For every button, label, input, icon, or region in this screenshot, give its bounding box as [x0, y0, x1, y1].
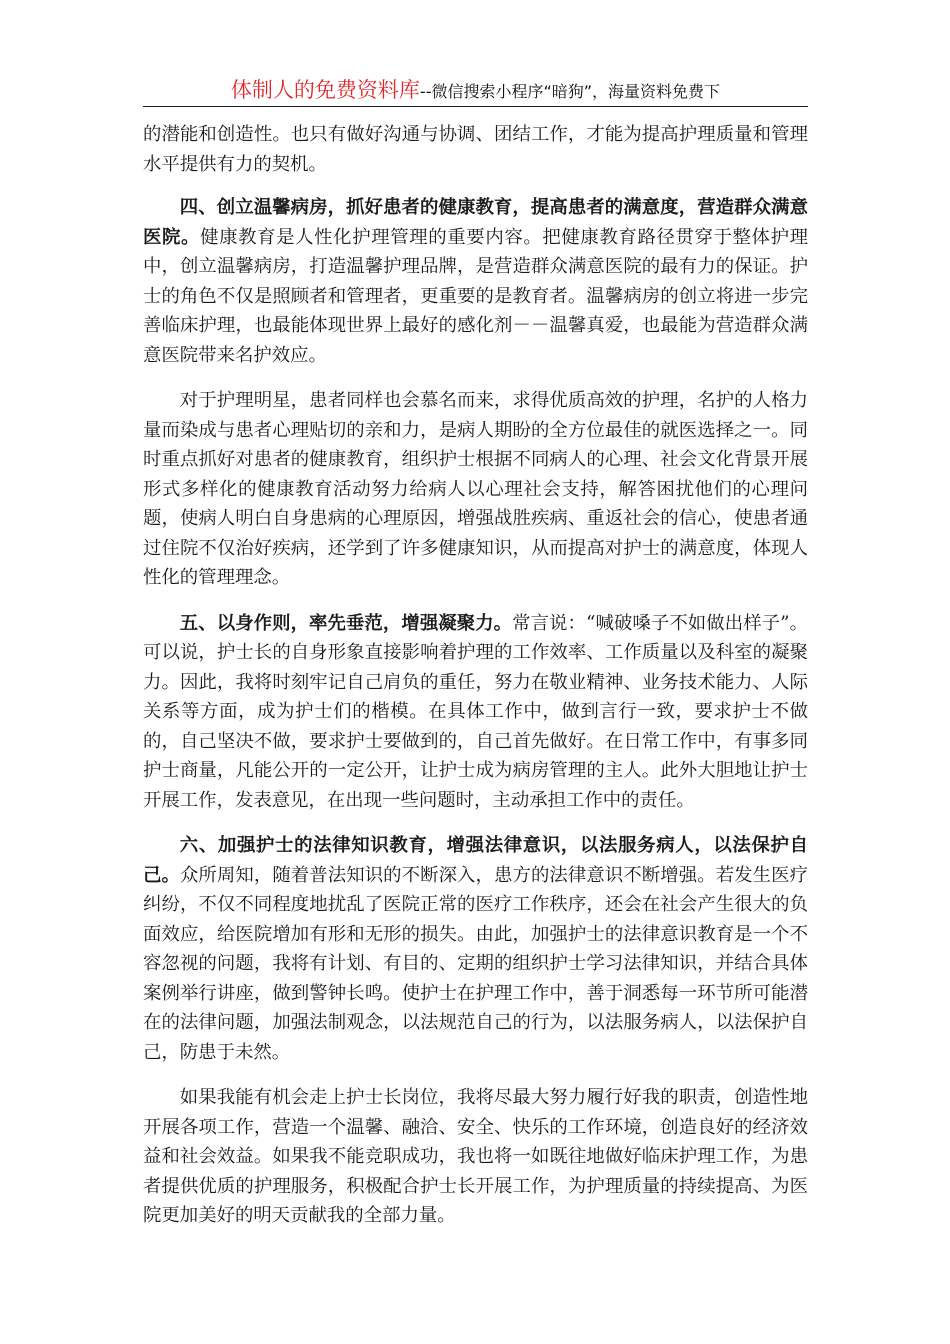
header-brand-title: 体制人的免费资料库	[230, 78, 420, 102]
paragraph-conclusion	[143, 1083, 808, 1231]
paragraph-section-six	[143, 831, 808, 1067]
paragraph-section-four	[143, 193, 808, 370]
section-six-heading: 六、加强护士的法律知识教育，增强法律意识，以法服务病人，以法保护自己。	[143, 835, 808, 886]
section-four-heading: 四、创立温馨病房，抓好患者的健康教育，提高患者的满意度，营造群众满意医院。	[143, 197, 808, 248]
section-five-heading: 五、以身作则，率先垂范，增强凝聚力。	[179, 612, 513, 634]
header-subtitle: --微信搜索小程序“暗狗”，海量资料免费下	[419, 82, 721, 101]
document-body	[143, 120, 808, 1247]
paragraph-continuation	[143, 120, 808, 179]
paragraph-text: 对于护理明星，患者同样也会慕名而来，求得优质高效的护理，名护的人格力量而染成与患者心理贴切的亲和力，是病人期盼的全方位最佳的就医选择之一。同时重点抓好对患者的健康教育，组织护士根据不同病人的心理、社会文化背景开展形式多样化的健康教育活动努力给病人以心理社会支持，解答困扰他们的心理问题，使病人明白自身患病的心理原因，增强战胜疾病、重返社会的信心，使患者通过住院不仅治好疾病，还学到了许多健康知识，从而提高对护士的满意度，体现人性化的管理理念。	[143, 390, 808, 588]
paragraph-text: 常言说：“喊破嗓子不如做出样子”。可以说，护士长的自身形象直接影响着护理的工作效率、工作质量以及科室的凝聚力。因此，我将时刻牢记自己肩负的重任，努力在敬业精神、业务技术能力、人际关系等方面，成为护士们的楷模。在具体工作中，做到言行一致，要求护士不做的，自己坚决不做，要求护士要做到的，自己首先做好。在日常工作中，有事多同护士商量，凡能公开的一定公开，让护士成为病房管理的主人。此外大胆地让护士开展工作，发表意见，在出现一些问题时，主动承担工作中的责任。	[143, 612, 808, 811]
paragraph-text: 的潜能和创造性。也只有做好沟通与协调、团结工作，才能为提高护理质量和管理水平提供有力的契机。	[143, 124, 808, 175]
paragraph-nursing-star	[143, 386, 808, 593]
paragraph-text: 众所周知，随着普法知识的不断深入，患方的法律意识不断增强。若发生医疗纠纷，不仅不同程度地扰乱了医院正常的医疗工作秩序，还会在社会产生很大的负面效应，给医院增加有形和无形的损失。由此，加强护士的法律意识教育是一个不容忽视的问题，我将有计划、有目的、定期的组织护士学习法律知识，并结合具体案例举行讲座，做到警钟长鸣。使护士在护理工作中，善于洞悉每一环节所可能潜在的法律问题，加强法制观念，以法规范自己的行为，以法服务病人，以法保护自己，防患于未然。	[143, 864, 808, 1063]
paragraph-text: 如果我能有机会走上护士长岗位，我将尽最大努力履行好我的职责，创造性地开展各项工作，营造一个温馨、融洽、安全、快乐的工作环境，创造良好的经济效益和社会效益。如果我不能竞职成功，我也将一如既往地做好临床护理工作，为患者提供优质的护理服务，积极配合护士长开展工作，为护理质量的持续提高、为医院更加美好的明天贡献我的全部力量。	[143, 1087, 808, 1226]
page-header	[143, 74, 808, 107]
paragraph-text: 健康教育是人性化护理管理的重要内容。把健康教育路径贯穿于整体护理中，创立温馨病房，打造温馨护理品牌，是营造群众满意医院的最有力的保证。护士的角色不仅是照顾者和管理者，更重要的是教育者。温馨病房的创立将进一步完善临床护理，也最能体现世界上最好的感化剂－－温馨真爱，也最能为营造群众满意医院带来名护效应。	[143, 226, 808, 366]
paragraph-section-five	[143, 609, 808, 816]
